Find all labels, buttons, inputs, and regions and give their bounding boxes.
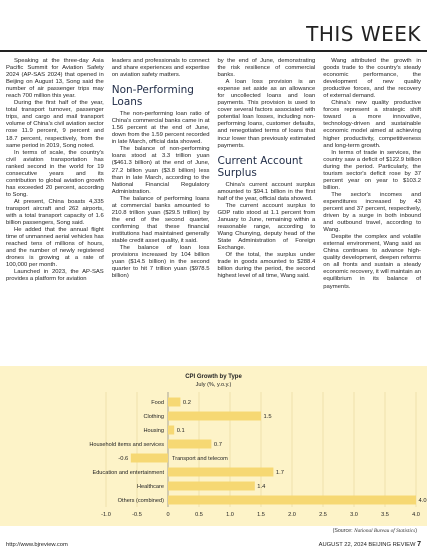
article-paragraph: The balance of loan loss provisions increased by 104 billion yuan ($14.5 billion) in the second quarter to hit 7 trillion yuan ($978.5 billion) — [111, 245, 210, 280]
footer-issue — [319, 541, 421, 548]
chart-title: CPI Growth by Type — [185, 374, 242, 380]
article-paragraph: Of the total, the surplus under trade in goods amounted to $288.4 billion during the period, the second highest level of all time, Wang said. — [217, 252, 316, 280]
article-column-3 — [218, 58, 316, 360]
section-header — [0, 0, 427, 52]
bar — [168, 482, 255, 491]
article-paragraph: China's new quality productive forces represent a strategic shift toward a more innovative, technology-driven and sustainable economic model aimed at achieving higher productivity, competitiveness and long-term growth. — [323, 100, 421, 149]
bar — [131, 454, 168, 463]
article-paragraph: Wang attributed the growth in goods trade to the country's steady economic performance, the development of new quality productive forces, and the recovery of external demand. — [323, 58, 421, 100]
section-subhead: Non-Performing Loans — [111, 84, 194, 109]
article-paragraph: Speaking at the three-day Asia Pacific Summit for Aviation Safety 2024 (AP-SAS 2024) that opened in Beijing on August 13, Song said the number of air passenger trips may reach 700 million this year. — [6, 58, 104, 100]
article-paragraph: The sector's incomes and expenditures increased by 43 percent and 37 percent, respectively, driven by a surge in both inbound and outbound travel, according to Wang. — [323, 191, 421, 234]
article-paragraph: He added that the annual flight time of unmanned aerial vehicles has reached tens of millions of hours, and the number of newly registered drones is growing at a rate of 100,000 per month. — [6, 227, 104, 269]
article-paragraph: A loan loss provision is an expense set aside as an allowance for uncollected loans and loan payments. This provision is used to cover several factors associated with potential loan losses, including non-performing loans, customer defaults, and renegotiated terms of loans that incur lower than previously estimated payments. — [217, 79, 316, 149]
section-subhead: Current Account Surplus — [217, 154, 303, 179]
category-label: Clothing — [143, 414, 164, 420]
footer-url[interactable]: http://www.bjreview.com — [6, 542, 68, 548]
article-paragraph: Launched in 2023, the AP-SAS provides a platform for aviation — [6, 269, 104, 283]
category-label: Healthcare — [136, 484, 164, 490]
article-paragraph: China's current account surplus amounted to $94.1 billion in the first half of the year, official data showed. — [217, 181, 316, 202]
article-paragraph: The current account surplus to GDP ratio stood at 1.1 percent from January to June, remaining within a reasonable range, according to Wang Chunying, deputy head of the State Administration of Foreign Exchange. — [217, 202, 316, 252]
article-paragraph: During the first half of the year, total transport turnover, passenger trips, and cargo and mail transport volume of China's civil aviation sector rose 11.9 percent, 9 percent and 18.7 percent, respectively, from the same period in 2019, Song noted. — [6, 100, 104, 149]
chart-source: (Source: National Bureau of Statistics) — [332, 528, 417, 534]
category-label: Household items and services — [89, 442, 164, 448]
article-column-2 — [112, 58, 210, 360]
x-tick-label: 3.5 — [381, 512, 389, 518]
category-label: Others (combined) — [117, 498, 164, 504]
x-tick-label: 1.0 — [226, 512, 234, 518]
article-paragraph: leaders and professionals to connect and share experiences and expertise on aviation safety matters. — [111, 58, 210, 79]
bar — [168, 398, 180, 407]
chart-subtitle: July (%, y.o.y.) — [195, 382, 232, 388]
article-paragraph: The balance of non-performing loans stood at 3.3 trillion yuan ($461.3 billion) at the end of June, 27.2 billion yuan ($3.8 billion) less than in late March, according to the National Financial Regulatory Administration. — [111, 146, 210, 195]
bar — [168, 440, 211, 449]
x-tick-label: -0.5 — [132, 512, 142, 518]
article-columns — [6, 58, 421, 360]
bar — [168, 426, 174, 435]
x-tick-label: 0.5 — [195, 512, 203, 518]
x-tick-label: 1.5 — [257, 512, 265, 518]
x-tick-label: 2.5 — [319, 512, 327, 518]
bar — [168, 468, 273, 477]
cpi-bar-chart — [0, 366, 427, 526]
article-paragraph: by the end of June, demonstrating the risk resilience of commercial banks. — [217, 58, 316, 79]
bar-value-label: 1.4 — [257, 484, 266, 490]
bar-value-label: 1.7 — [275, 470, 284, 476]
page-number: 7 — [417, 541, 421, 548]
bar-value-label: 0.2 — [182, 400, 191, 406]
article-column-1 — [6, 58, 104, 360]
article-paragraph: The balance of performing loans at commercial banks amounted to 210.8 trillion yuan ($29.5 trillion) by the end of the second quarter, confirming that these financial institutions had maintained generally stable credit asset quality, it said. — [111, 195, 210, 244]
bar — [168, 496, 416, 505]
x-tick-label: 0 — [166, 512, 170, 518]
bar-value-label: 1.5 — [263, 414, 272, 420]
bar — [168, 412, 261, 421]
article-paragraph: The non-performing loan ratio of China's commercial banks came in at 1.56 percent at the end of June, down from the 1.59 percent recorded in late March, official data showed. — [111, 111, 210, 146]
category-label: Transport and telecom — [172, 456, 228, 462]
category-label: Education and entertainment — [92, 470, 164, 476]
x-tick-label: -1.0 — [101, 512, 111, 518]
article-paragraph: In terms of trade in services, the country saw a deficit of $122.9 billion during the period. Particularly, the tourism sector's deficit rose by 37 percent year on year to $103.2 billion. — [323, 149, 421, 191]
bar-value-label: 4.0 — [418, 498, 427, 504]
section-title: THIS WEEK — [306, 22, 421, 46]
article-column-4 — [323, 58, 421, 360]
footer-issue-text: AUGUST 22, 2024 BEIJING REVIEW — [318, 542, 416, 548]
bar-value-label: 0.7 — [213, 442, 222, 448]
category-label: Housing — [143, 428, 164, 434]
bar-value-label: -0.6 — [118, 456, 129, 462]
x-tick-label: 2.0 — [288, 512, 296, 518]
category-label: Food — [151, 400, 164, 406]
article-paragraph: Despite the complex and volatile external environment, Wang said as China continues to advance high-quality development, deepen reforms on all fronts and sustain a steady economic recovery, it will maintain an equilibrium in its balance of payments. — [323, 234, 421, 290]
x-tick-label: 4.0 — [412, 512, 420, 518]
x-tick-label: 3.0 — [350, 512, 358, 518]
article-paragraph: At present, China boasts 4,335 transport aircraft and 262 airports, with a total transport capacity of 1.6 billion passengers, Song said. — [6, 198, 104, 227]
bar-value-label: 0.1 — [176, 428, 185, 434]
article-paragraph: In terms of scale, the country's civil aviation transportation has ranked second in the world for 19 consecutive years and its contribution to global aviation growth has exceeded 20 percent, according to Song. — [6, 149, 104, 198]
